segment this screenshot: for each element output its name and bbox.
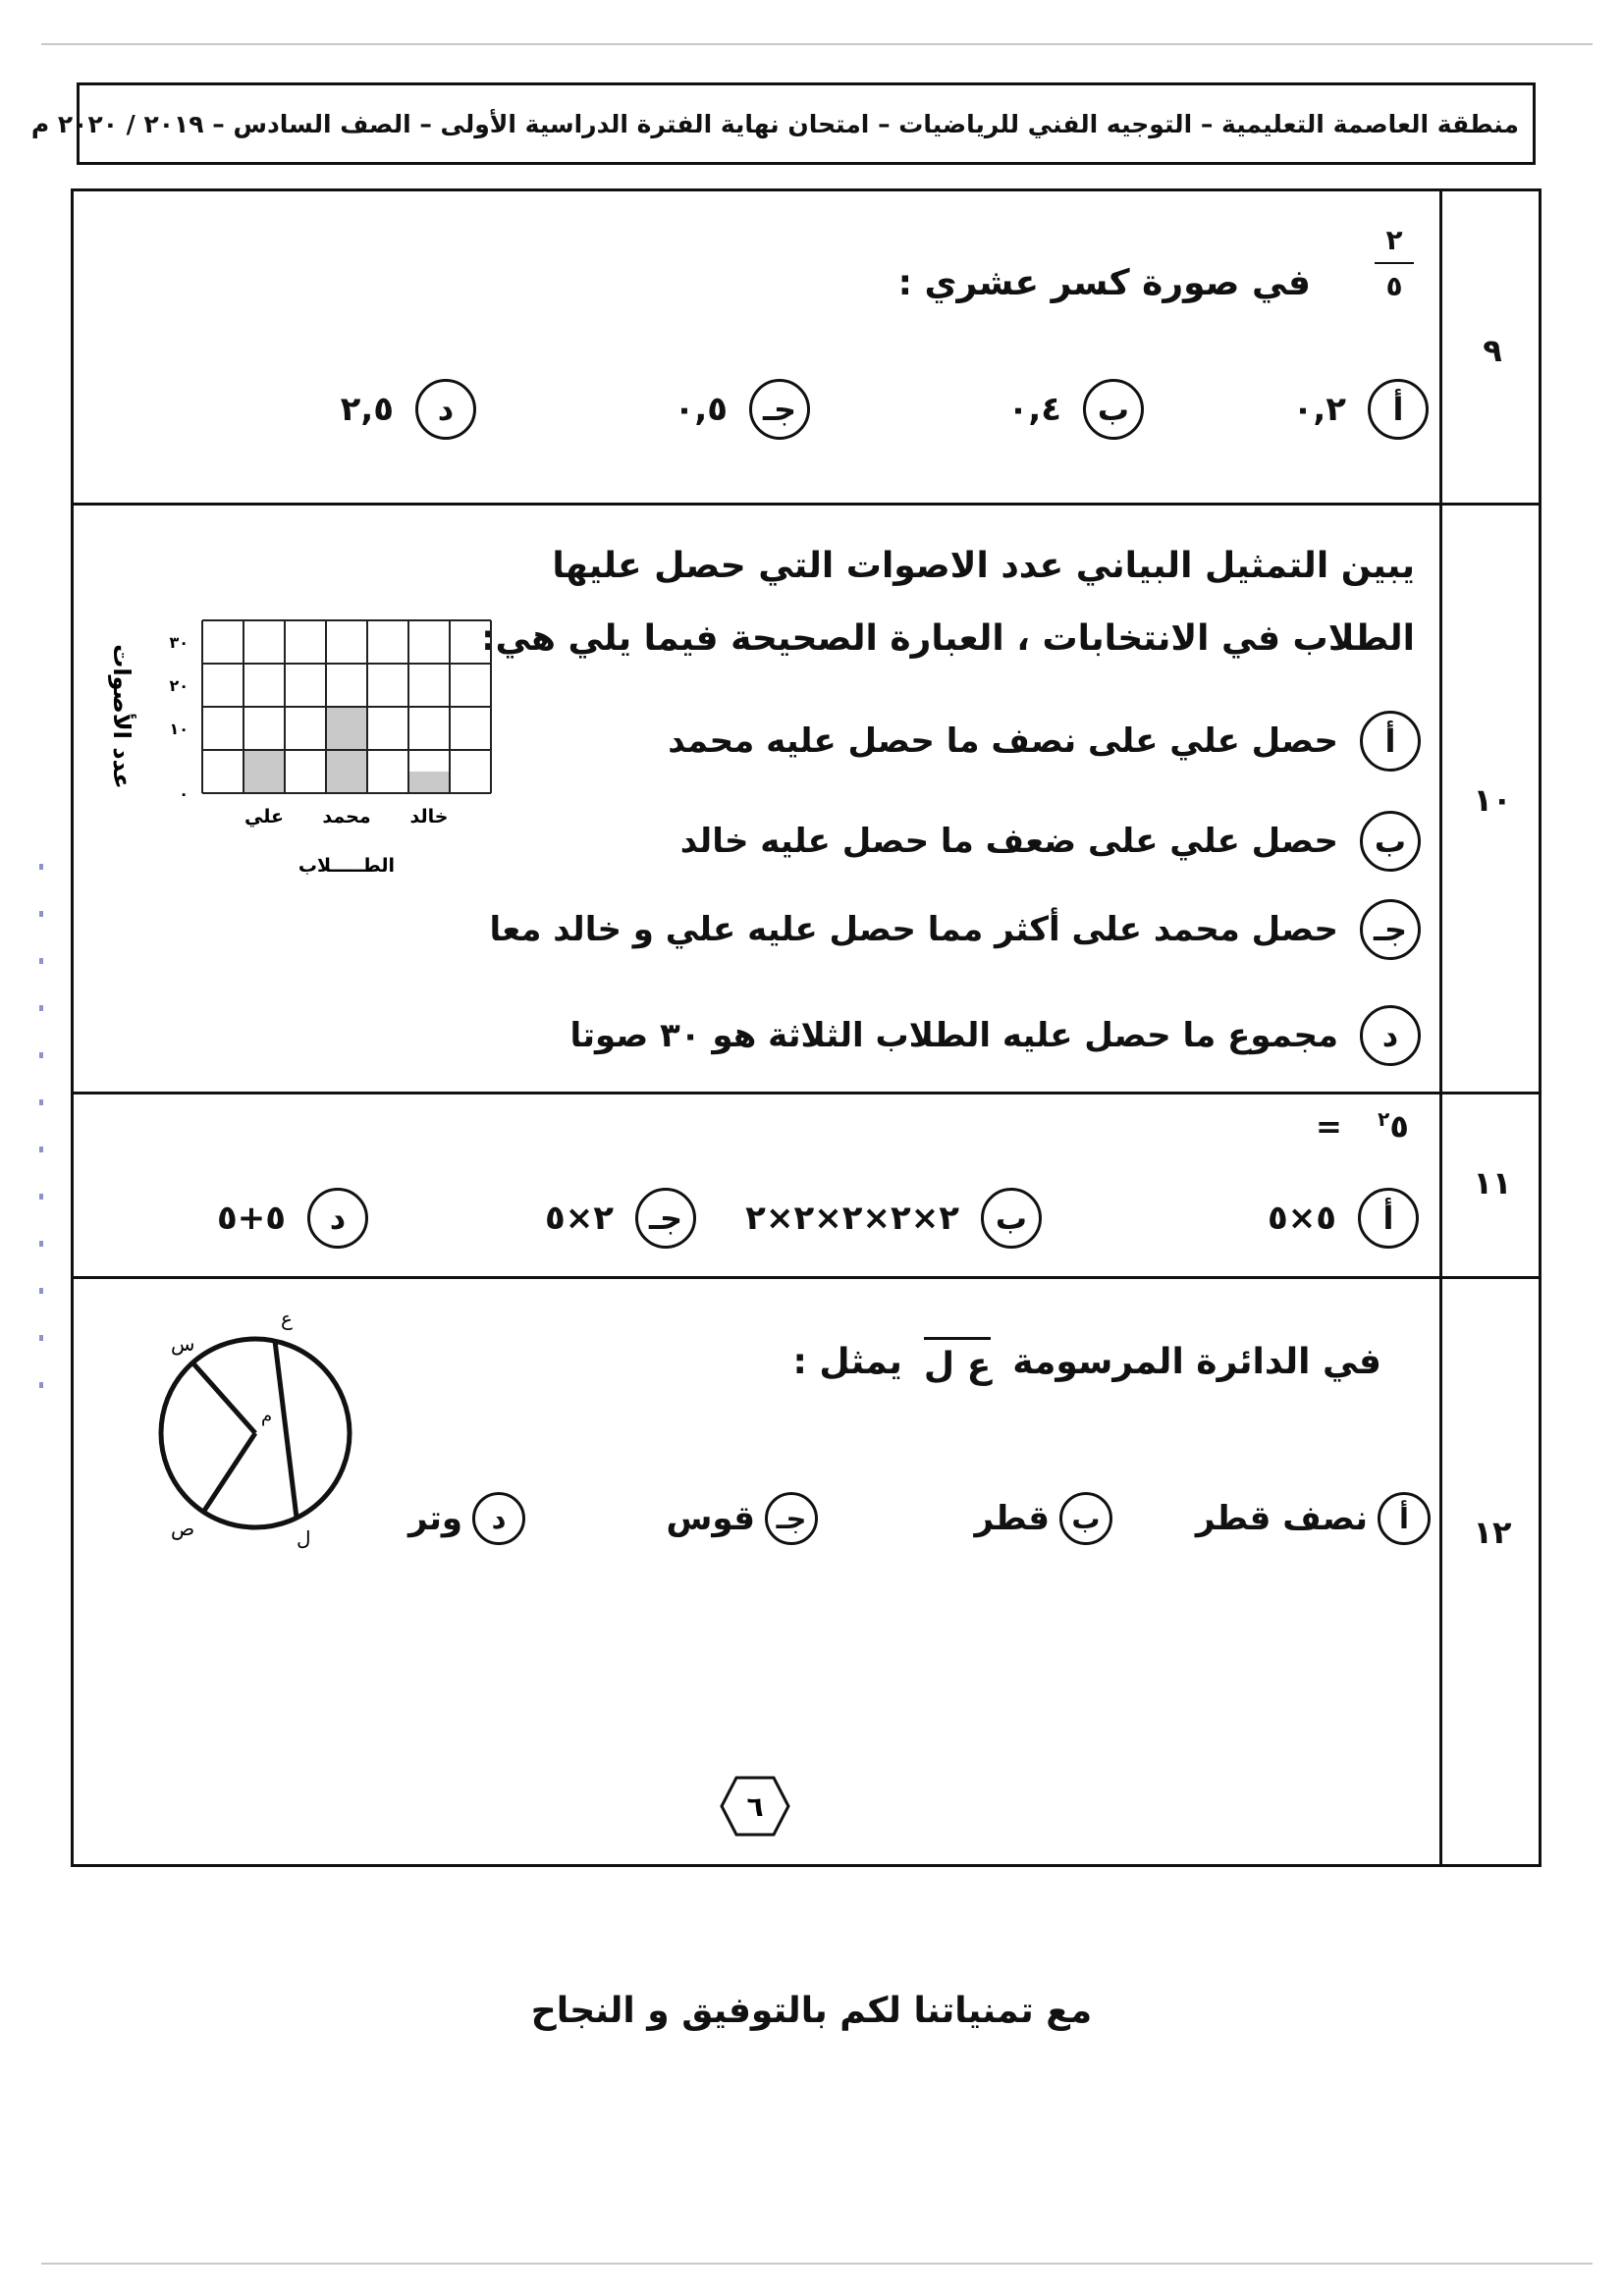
q9-option-d[interactable] <box>341 379 476 440</box>
bottom-rule <box>41 2263 1593 2265</box>
q11-option-a[interactable] <box>1268 1188 1419 1249</box>
x-category-label: علي <box>244 806 284 828</box>
option-text: ٠,٤ <box>1007 390 1061 429</box>
option-text: ٥+٥ <box>216 1199 286 1238</box>
option-text: حصل محمد على أكثر مما حصل عليه علي و خالد معا <box>489 910 1338 949</box>
votes-bar-chart <box>94 609 644 903</box>
point-label: ص <box>171 1517 195 1540</box>
radius-segment <box>192 1362 255 1433</box>
option-letter-circle: جـ <box>1360 899 1421 960</box>
exam-header <box>30 82 1536 165</box>
point-label: س <box>171 1332 195 1356</box>
fraction-bar <box>1375 262 1414 264</box>
q9-option-c[interactable] <box>675 379 810 440</box>
q9-option-a[interactable] <box>1293 379 1429 440</box>
option-letter-circle: ب <box>981 1188 1042 1249</box>
q11-option-c[interactable] <box>545 1188 696 1249</box>
question-12-text <box>793 1337 1382 1386</box>
fraction <box>1375 224 1414 302</box>
q10-option-b[interactable] <box>680 811 1421 872</box>
question-10-line1: يبين التمثيل البياني عدد الاصوات التي حصل عليها <box>552 546 1415 586</box>
option-text: ٠,٥ <box>674 390 728 429</box>
q11-option-d[interactable] <box>217 1188 368 1249</box>
option-text: ٢×٥ <box>544 1199 614 1238</box>
option-letter-circle: جـ <box>765 1492 818 1545</box>
option-text: ٢,٥ <box>340 390 394 429</box>
y-tick-label: ١٠ <box>169 720 189 738</box>
q10-option-c[interactable] <box>489 899 1421 960</box>
row-divider <box>71 1092 1542 1095</box>
question-10-line2: الطلاب في الانتخابات ، العبارة الصحيحة فيما يلي هي: <box>481 618 1415 659</box>
chord-segment <box>275 1341 297 1518</box>
q12-option-d[interactable] <box>408 1492 525 1545</box>
number-column-divider <box>1439 188 1442 1867</box>
q12-option-c[interactable] <box>667 1492 819 1545</box>
option-letter-circle: د <box>307 1188 368 1249</box>
q12-option-b[interactable] <box>974 1492 1112 1545</box>
fraction-denominator: ٥ <box>1385 270 1403 302</box>
q11-expression <box>1316 1107 1409 1146</box>
closing-message: مع تمنياتنا لكم بالتوفيق و النجاح <box>530 1991 1093 2031</box>
option-letter-circle: ب <box>1083 379 1144 440</box>
option-letter-circle: د <box>1360 1005 1421 1066</box>
option-text: حصل علي على ضعف ما حصل عليه خالد <box>679 822 1338 861</box>
expression-base: ٥ <box>1389 1107 1409 1146</box>
center-label: م <box>261 1406 273 1426</box>
question-number-12: ١٢ <box>1473 1514 1512 1551</box>
option-text: ٢×٢×٢×٢×٢ <box>745 1199 959 1238</box>
x-axis-label: الطـــــلاب <box>298 855 396 877</box>
y-tick-label: ٢٠ <box>169 676 189 695</box>
q9-option-b[interactable] <box>1008 379 1144 440</box>
question-number-9: ٩ <box>1483 332 1502 369</box>
option-letter-circle: أ <box>1358 1188 1419 1249</box>
option-text: قطر <box>974 1499 1050 1538</box>
option-letter-circle: ب <box>1059 1492 1112 1545</box>
option-text: وتر <box>407 1499 462 1538</box>
x-category-label: خالد <box>409 806 449 828</box>
bar-3 <box>408 772 450 793</box>
bar-1 <box>243 750 285 793</box>
option-letter-circle: جـ <box>749 379 810 440</box>
option-letter-circle: د <box>472 1492 525 1545</box>
y-tick-label: ٣٠ <box>169 633 189 652</box>
option-letter-circle: ب <box>1360 811 1421 872</box>
option-text: ٥×٥ <box>1267 1199 1336 1238</box>
scan-margin-marks <box>39 864 43 1414</box>
expression-equals: = <box>1316 1107 1342 1146</box>
option-text: حصل علي على نصف ما حصل عليه محمد <box>668 721 1338 761</box>
q11-option-b[interactable] <box>745 1188 1042 1249</box>
radius-segment <box>202 1433 255 1514</box>
segment-label: ع ل <box>924 1337 991 1386</box>
option-text: قوس <box>666 1499 755 1538</box>
option-letter-circle: أ <box>1368 379 1429 440</box>
option-letter-circle: أ <box>1360 711 1421 772</box>
q10-option-a[interactable] <box>668 711 1421 772</box>
expression-exponent: ٢ <box>1378 1107 1390 1131</box>
y-tick-label: ٠ <box>179 784 189 803</box>
page-number-badge <box>719 1775 791 1838</box>
option-text: ٠,٢ <box>1292 390 1346 429</box>
option-text: مجموع ما حصل عليه الطلاب الثلاثة هو ٣٠ صوتا <box>569 1016 1338 1055</box>
option-letter-circle: جـ <box>635 1188 696 1249</box>
row-divider <box>71 503 1542 506</box>
option-letter-circle: د <box>415 379 476 440</box>
row-divider <box>71 1276 1542 1279</box>
point-label: ع <box>281 1307 293 1330</box>
option-letter-circle: أ <box>1378 1492 1431 1545</box>
question-12-suffix: يمثل : <box>792 1341 902 1382</box>
circle-diagram <box>137 1306 373 1561</box>
question-number-10: ١٠ <box>1473 781 1512 819</box>
q12-option-a[interactable] <box>1196 1492 1431 1545</box>
q10-option-d[interactable] <box>570 1005 1422 1066</box>
question-9-text: في صورة كسر عشري : <box>897 263 1311 303</box>
point-label: ل <box>297 1526 311 1550</box>
question-number-11: ١١ <box>1473 1164 1512 1201</box>
page-number: ٦ <box>746 1790 764 1823</box>
question-12-prefix: في الدائرة المرسومة <box>1012 1341 1381 1382</box>
header-text: منطقة العاصمة التعليمية – التوجيه الفني للرياضيات – امتحان نهاية الفترة الدراسية الأولى – الصف السادس – ٢٠١٩ / ٢٠٢٠ م <box>30 109 1519 138</box>
fraction-numerator: ٢ <box>1385 224 1403 256</box>
y-axis-label: عدد الأصوات <box>108 644 135 789</box>
x-category-label: محمد <box>322 806 371 828</box>
option-text: نصف قطر <box>1195 1499 1368 1538</box>
top-rule <box>41 43 1593 45</box>
